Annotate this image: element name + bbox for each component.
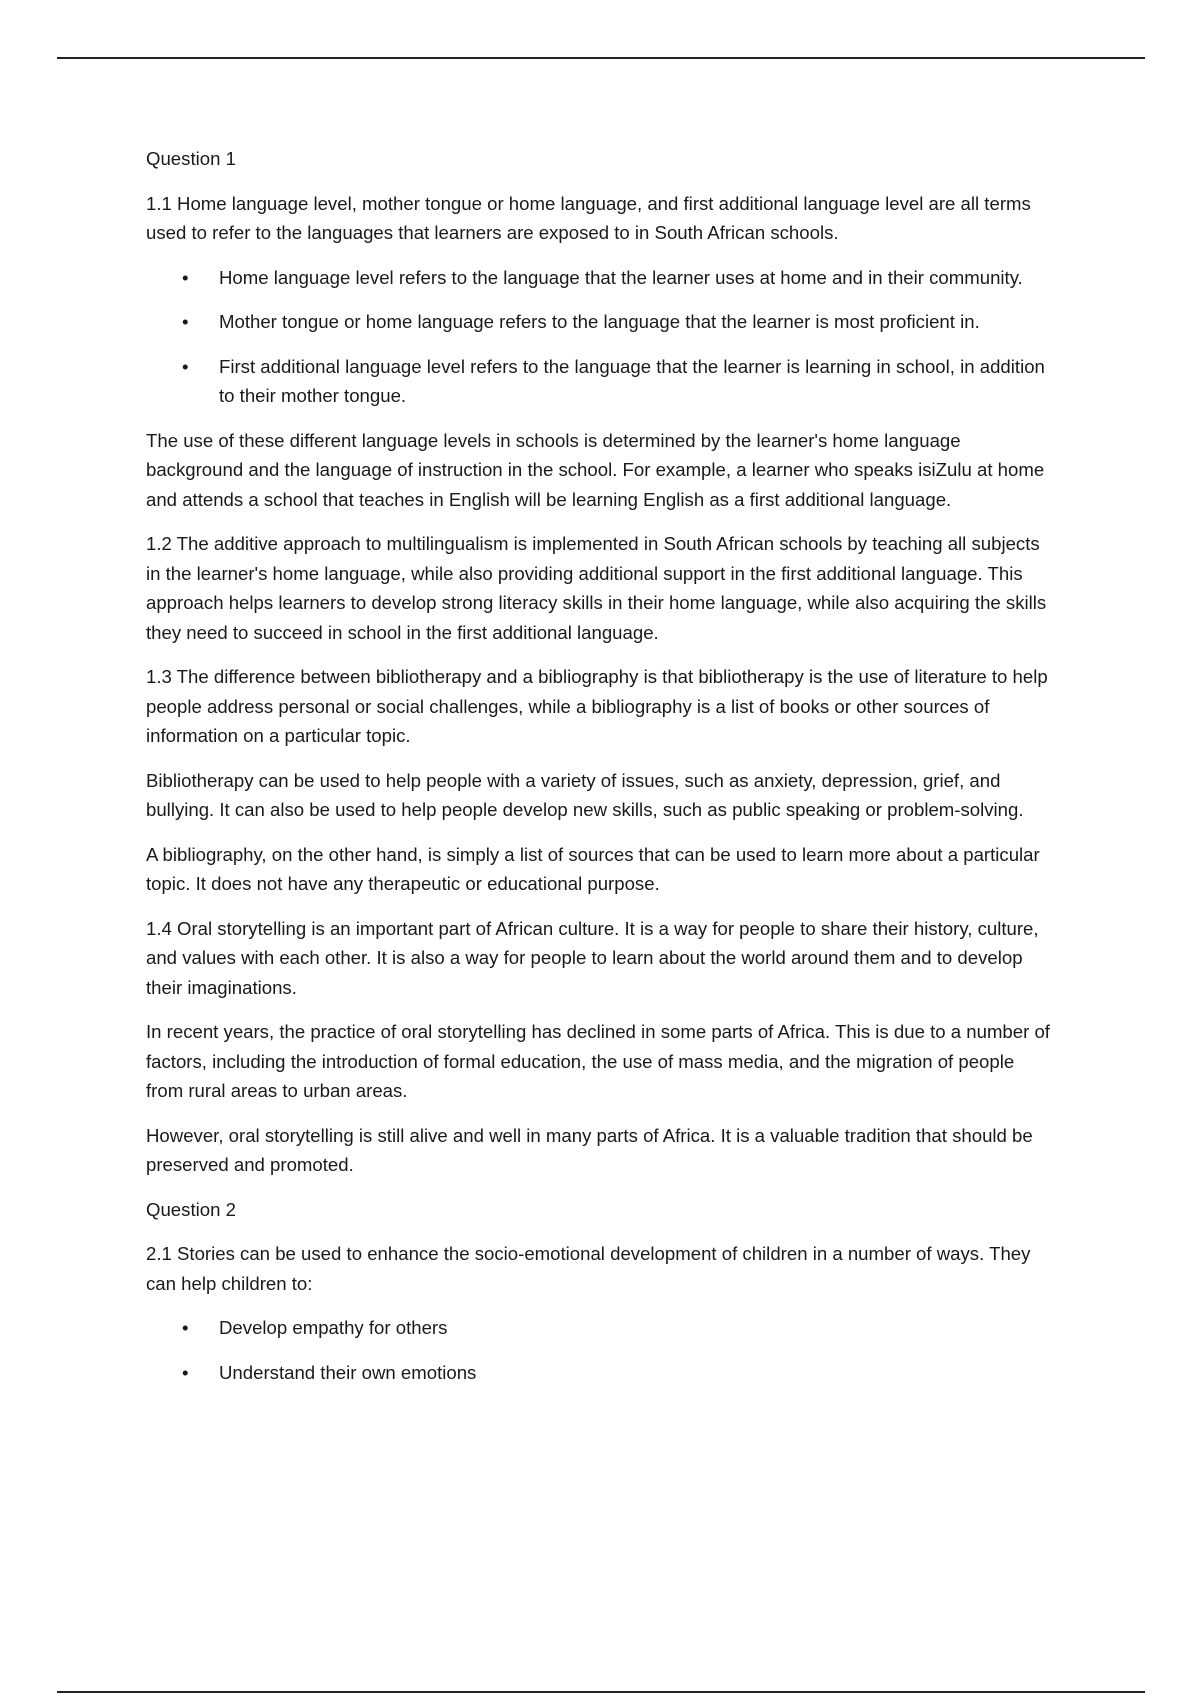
list-item: • Home language level refers to the language that the learner uses at home and in their community. — [146, 263, 1052, 293]
answer-1-4: 1.4 Oral storytelling is an important part of African culture. It is a way for people to share their history, culture, and values with each other. It is also a way for people to learn about the world around them and to develop their imaginations. — [146, 917, 1039, 998]
list-item: • First additional language level refers to the language that the learner is learning in school, in addition to their mother tongue. — [146, 352, 1052, 411]
answer-1-4-paragraph-3: However, oral storytelling is still alive and well in many parts of Africa. It is a valuable tradition that should be preserved and promoted. — [146, 1124, 1033, 1175]
header-rule — [57, 57, 1145, 59]
answer-2-1-list — [146, 1313, 1052, 1387]
answer-1-4-paragraph-2: In recent years, the practice of oral storytelling has declined in some parts of Africa. This is due to a number of factors, including the introduction of formal education, the use of mass media, and the migration of people from rural areas to urban areas. — [146, 1021, 1050, 1101]
question-2-heading: Question 2 — [146, 1198, 236, 1220]
answer-1-3-paragraph-3: A bibliography, on the other hand, is simply a list of sources that can be used to learn more about a particular topic. It does not have any therapeutic or educational purpose. — [146, 843, 1040, 894]
bullet-icon: • — [182, 311, 189, 332]
list-item: • Develop empathy for others — [146, 1313, 1052, 1343]
bullet-icon: • — [182, 266, 189, 288]
answer-2-1: 2.1 Stories can be used to enhance the socio-emotional development of children in a number of ways. They can help children to: — [146, 1243, 1031, 1294]
list-item: • Mother tongue or home language refers to the language that the learner is most proficient in. — [146, 307, 1052, 337]
answer-1-3: 1.3 The difference between bibliotherapy and a bibliography is that bibliotherapy is the use of literature to help people address personal or social challenges, while a bibliography is a list of books or other sources of information on a particular topic. — [146, 666, 1048, 746]
question-1-heading: Question 1 — [146, 148, 236, 169]
bullet-icon: • — [182, 355, 189, 377]
footer-rule — [57, 1691, 1145, 1693]
answer-1-1-list — [146, 263, 1052, 411]
answer-1-2: 1.2 The additive approach to multilingualism is implemented in South African schools by teaching all subjects in the learner's home language, while also providing additional support in the first additional language. This approach helps learners to develop strong literacy skills in their home language, while also acquiring the skills they need to succeed in school in the first additional language. — [146, 533, 1047, 643]
bullet-icon: • — [182, 1317, 189, 1338]
answer-1-1: 1.1 Home language level, mother tongue or home language, and first additional language level are all terms used to refer to the languages that learners are exposed to in South African schools. — [146, 192, 1031, 243]
bullet-icon: • — [182, 1361, 189, 1383]
answer-1-1-followup: The use of these different language levels in schools is determined by the learner's home language background and the language of instruction in the school. For example, a learner who speaks isiZulu at home and attends a school that teaches in English will be learning English as a first additional language. — [146, 429, 1045, 510]
list-item: • Understand their own emotions — [146, 1358, 1052, 1388]
answer-1-3-paragraph-2: Bibliotherapy can be used to help people with a variety of issues, such as anxiety, depression, grief, and bullying. It can also be used to help people develop new skills, such as public speaking or problem-solving. — [146, 769, 1024, 820]
document-body — [146, 144, 1052, 1402]
